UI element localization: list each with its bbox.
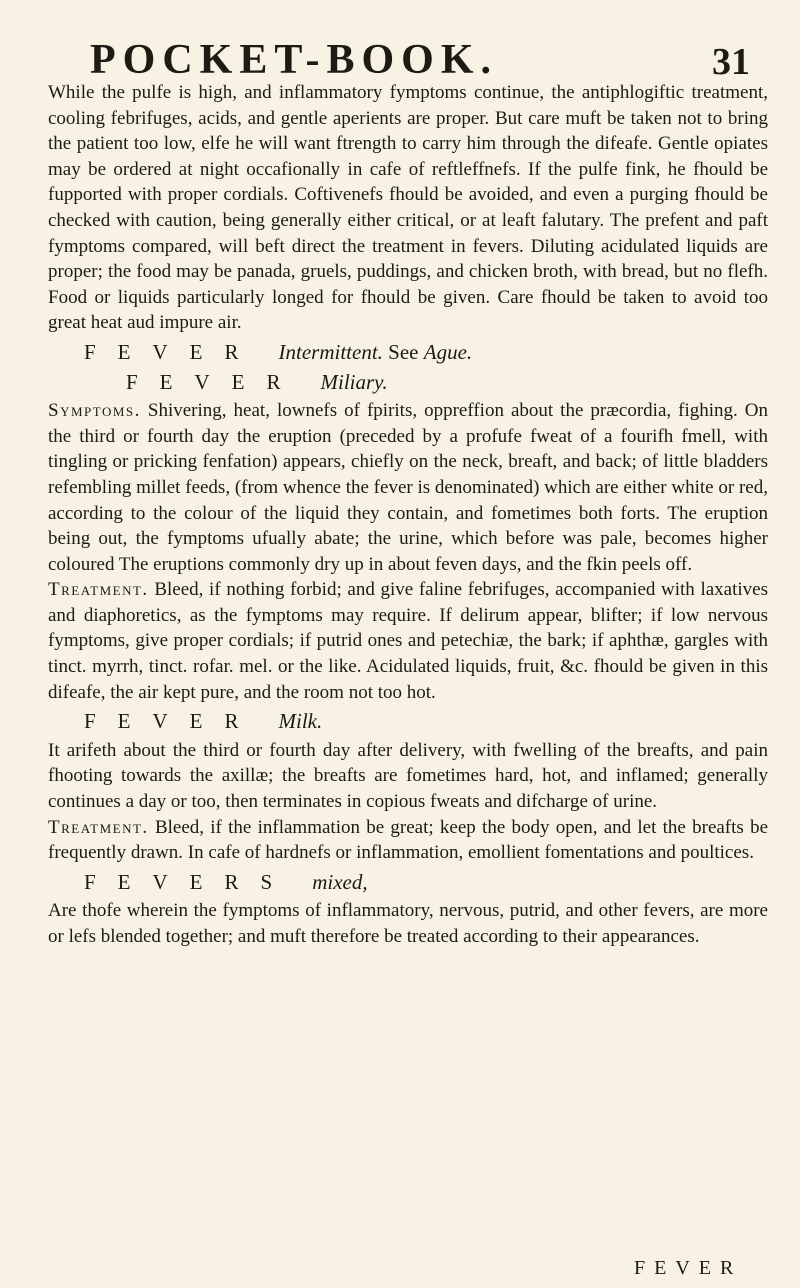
heading-fever-miliary <box>48 370 768 396</box>
heading-word: FEVERS <box>84 869 295 894</box>
see-prefix: See <box>382 339 424 364</box>
milk-treatment <box>48 815 768 866</box>
heading-word: FEVER <box>84 709 261 734</box>
heading-fever-intermittent <box>48 340 768 366</box>
symptoms-text: Shivering, heat, lownefs of fpirits, oppreffion about the præcordia, fighing. On the third or fourth day the eruption (preceded by a profufe fweat of a fourifh fmell, with tingling or pricking fenfation) appears, chiefly on the neck, breaft, and back; of little bladders refembling millet feeds, (from whence the fever is denominated) which are either white or red, according to the colour of the liquid they contain, and fometimes both forts. The eruption being out, the fymptoms ufually abate; the urine, which before was pale, becomes higher coloured The eruptions commonly dry up in about feven days, and the fkin peels off. <box>48 400 769 575</box>
page-number: 31 <box>712 41 750 83</box>
paragraph-continued: While the pulfe is high, and inflammatory fymptoms continue, the antiphlogiftic treatment, cooling febrifuges, acids, and gentle aperients are proper. But care muft be taken not to bring the patient too low, elfe he will want ftrength to carry him through the difeafe. Gentle opiates may be ordered at night occafionally in cafe of reftleffnefs. If the pulfe fink, he fhould be fupported with proper cordials. Coftivenefs fhould be avoided, and even a purging fhould be checked with caution, being generally either critical, or at leaft falutary. The prefent and paft fymptoms compared, will beft direct the treatment in fevers. Diluting acidulated liquids are proper; the food may be panada, gruels, puddings, and chicken broth, with bread, but no flefh. Food or liquids particularly longed for fhould be given. Care fhould be taken to avoid too great heat aud impure air. <box>48 82 768 334</box>
treatment-label: Treatment. <box>48 816 149 838</box>
symptoms-label: Symptoms. <box>48 400 141 422</box>
heading-qualifier: Miliary. <box>320 369 388 394</box>
heading-qualifier: mixed, <box>312 869 368 894</box>
heading-qualifier: Intermittent. <box>278 339 383 364</box>
miliary-treatment <box>48 577 768 705</box>
miliary-symptoms <box>48 398 768 577</box>
cross-reference: Ague. <box>423 339 473 364</box>
treatment-text: Bleed, if nothing forbid; and give faline febrifuges, accompanied with laxatives and diaphoretics, as the fymptoms may require. If delirum appear, blifter; if low nervous fymptoms, give proper cordials; if putrid ones and petechiæ, the bark; if aphthæ, gargles with tinct. myrrh, tinct. rofar. mel. or the like. Acidulated liquids, fruit, &c. fhould be given in this difeafe, the air kept pure, and the room not too hot. <box>48 579 768 703</box>
running-head: POCKET-BOOK. <box>90 37 499 83</box>
heading-fevers-mixed <box>48 870 768 896</box>
heading-fever-milk <box>48 709 768 735</box>
treatment-text: Bleed, if the inflammation be great; keep the body open, and let the breafts be frequently drawn. In cafe of hardnefs or inflammation, emollient fomentations and poultices. <box>48 816 769 864</box>
treatment-label: Treatment. <box>48 579 149 601</box>
milk-description: It arifeth about the third or fourth day after delivery, with fwelling of the breafts, and pain fhooting towards the axillæ; the breafts are fometimes hard, hot, and inflamed; generally continues a day or too, then terminates in copious fweats and difcharge of urine. <box>48 739 768 813</box>
mixed-description: Are thofe wherein the fymptoms of inflammatory, nervous, putrid, and other fevers, are more or lefs blended together; and muft therefore be treated according to their appearances. <box>48 900 768 947</box>
heading-word: FEVER <box>84 339 261 364</box>
page-body <box>48 80 768 950</box>
heading-qualifier: Milk. <box>278 709 323 734</box>
heading-word: FEVER <box>126 369 303 394</box>
catchword: FEVER <box>634 1257 743 1279</box>
